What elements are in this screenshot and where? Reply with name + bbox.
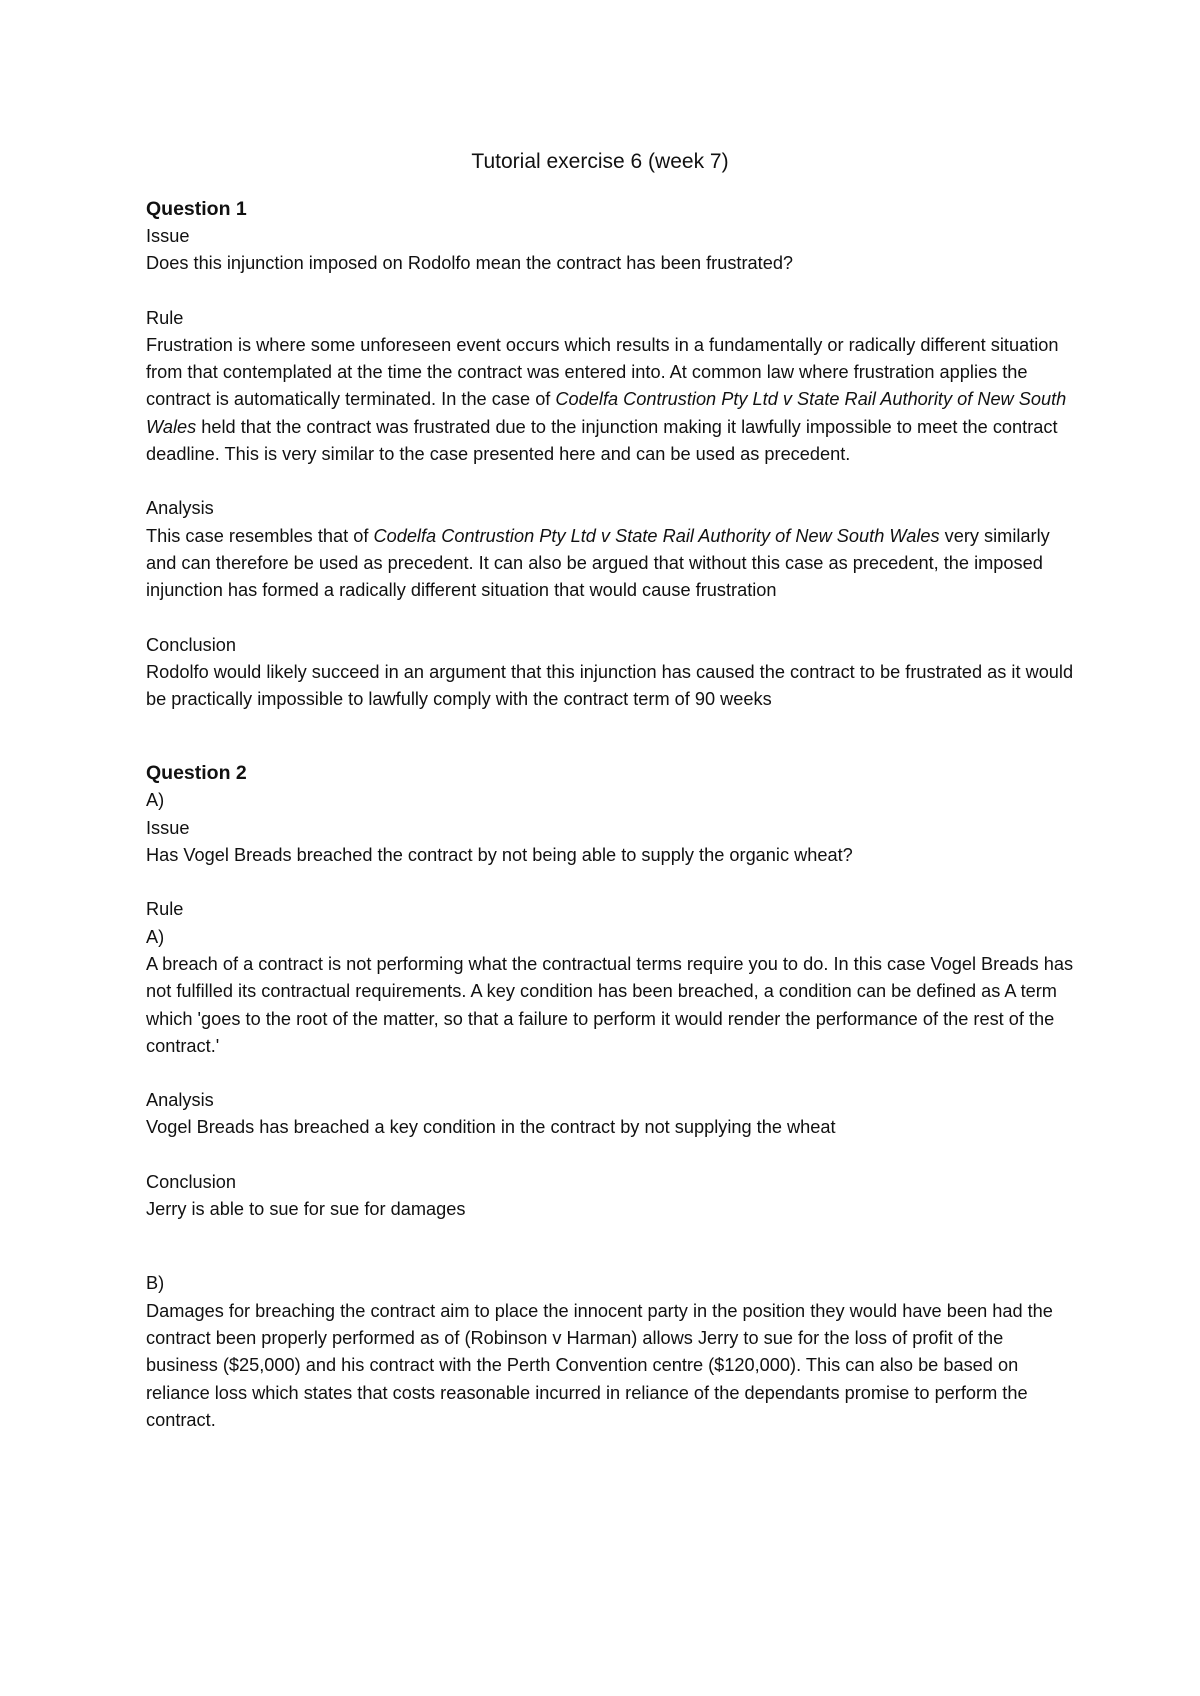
- q1-rule-text-2: held that the contract was frustrated due to the injunction making it lawfully impossible to meet the contract deadline. This is very similar to the case presented here and can be used as precedent.: [146, 416, 1058, 465]
- q1-rule-case-name: Codelfa Contrustion Pty Ltd v State Rail Authority of New South Wales: [146, 389, 1067, 437]
- q1-rule-label: Rule: [146, 307, 184, 328]
- q1-issue-text: Does this injunction imposed on Rodolfo mean the contract has been frustrated?: [146, 253, 794, 274]
- q2-part-b-label: B): [146, 1273, 165, 1294]
- q1-rule-text: [146, 332, 1080, 468]
- q2-conclusion-text: Jerry is able to sue for sue for damages: [146, 1199, 466, 1220]
- q1-analysis-text: [146, 523, 1080, 605]
- document-title: Tutorial exercise 6 (week 7): [471, 150, 729, 173]
- q2-conclusion-label: Conclusion: [146, 1171, 236, 1192]
- q2-issue-text: Has Vogel Breads breached the contract by not being able to supply the organic wheat?: [146, 845, 853, 866]
- q2-analysis-label: Analysis: [146, 1090, 214, 1111]
- q2-part-a-label: A): [146, 790, 165, 811]
- q1-analysis-case-name: Codelfa Contrustion Pty Ltd v State Rail Authority of New South Wales: [373, 525, 940, 546]
- question-2-heading: Question 2: [146, 762, 247, 785]
- q2-rule-part-label: A): [146, 926, 165, 947]
- q1-analysis-label: Analysis: [146, 498, 214, 519]
- q1-conclusion-label: Conclusion: [146, 634, 236, 655]
- question-1-heading: Question 1: [146, 198, 247, 220]
- q2-part-b-text: Damages for breaching the contract aim to place the innocent party in the position they would have been had the contract been properly performed as of (Robinson v Harman) allows Jerry to sue for the loss of profit of the business ($25,000) and his contract with the Perth Convention centre ($120,000). This can also be based on reliance loss which states that costs reasonable incurred in reliance of the dependants promise to perform the contract.: [146, 1300, 1053, 1430]
- q1-rule-text-1: Frustration is where some unforeseen event occurs which results in a fundamentally or radically different situation from that contemplated at the time the contract was entered into. At common law where frustration applies the contract is automatically terminated. In the case of: [146, 334, 1059, 410]
- q2-analysis-text: Vogel Breads has breached a key condition in the contract by not supplying the wheat: [146, 1117, 836, 1138]
- q1-conclusion-text: Rodolfo would likely succeed in an argument that this injunction has caused the contract to be frustrated as it would be practically impossible to lawfully comply with the contract term of 90 weeks: [146, 661, 1074, 710]
- q2-rule-label: Rule: [146, 899, 184, 920]
- q1-issue-label: Issue: [146, 226, 190, 246]
- q2-issue-label: Issue: [146, 817, 190, 838]
- q1-analysis-text-1: This case resembles that of: [146, 525, 374, 546]
- q1-analysis-text-2: very similarly and can therefore be used as precedent. It can also be argued that without this case as precedent, the imposed injunction has formed a radically different situation that would cause frustration: [146, 525, 1050, 601]
- q2-rule-text: A breach of a contract is not performing what the contractual terms require you to do. In this case Vogel Breads has not fulfilled its contractual requirements. A key condition has been breached, a condition can be defined as A term which 'goes to the root of the matter, so that a failure to perform it would render the performance of the rest of the contract.': [146, 953, 1074, 1056]
